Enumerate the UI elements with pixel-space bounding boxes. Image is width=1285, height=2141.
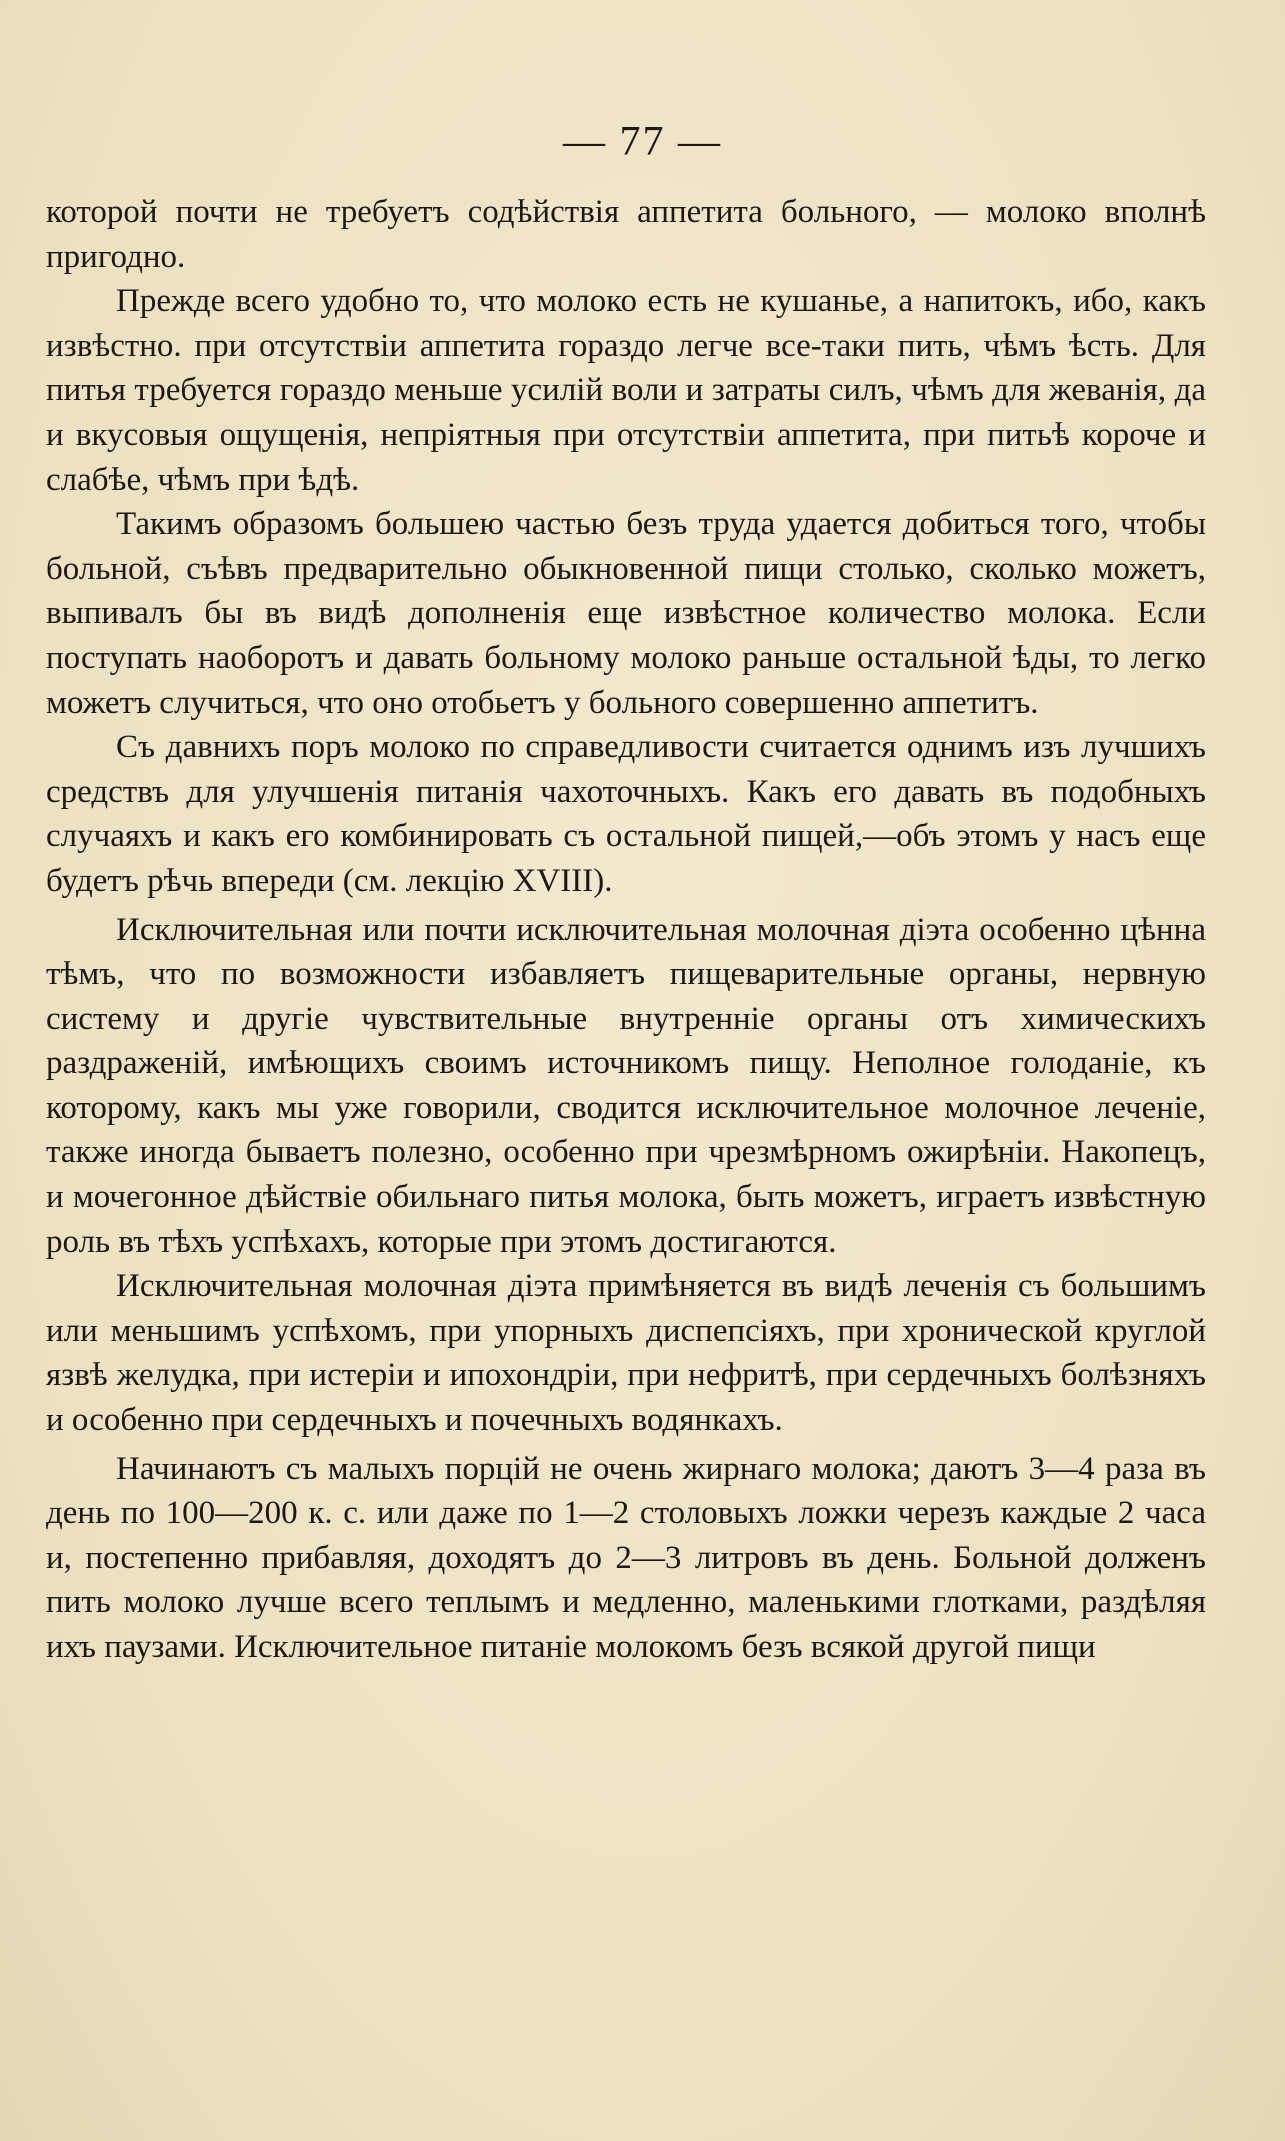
body-text	[46, 190, 1206, 1670]
paragraph-consumptives: Съ давнихъ поръ молоко по справедливости считается однимъ изъ лучшихъ средствъ для улучшенія питанія чахоточныхъ. Какъ его давать въ подобныхъ случаяхъ и какъ его комбинировать съ остальной пищей,—объ этомъ у насъ еще будетъ рѣчь впереди (см. лекцію XVIII).	[46, 729, 1206, 899]
paragraph-diet-indications: Исключительная молочная діэта примѣняется въ видѣ леченія съ большимъ или меньшимъ успѣхомъ, при упорныхъ диспепсіяхъ, при хронической круглой язвѣ желудка, при истеріи и ипохондріи, при нефритѣ, при сердечныхъ болѣзняхъ и особенно при сердечныхъ и почечныхъ водянкахъ.	[46, 1268, 1206, 1439]
paragraph-milk-after-meal: Такимъ образомъ большею частью безъ труда удается добиться того, чтобы больной, съѣвъ предварительно обыкновенной пищи столько, сколько можетъ, выпивалъ бы въ видѣ дополненія еще извѣстное количество молока. Если поступать наоборотъ и давать больному молоко раньше остальной ѣды, то легко можетъ случиться, что оно отобьетъ у больного совершенно аппетитъ.	[46, 506, 1206, 721]
paragraph-continuation: которой почти не требуетъ содѣйствія аппетита больного, — молоко вполнѣ пригодно.	[46, 194, 1206, 275]
paragraph-dosage: Начинаютъ съ малыхъ порцій не очень жирнаго молока; даютъ 3—4 раза въ день по 100—200 к. с. или даже по 1—2 столовыхъ ложки черезъ каждые 2 часа и, постепенно прибавляя, доходятъ до 2—3 литровъ въ день. Больной долженъ пить молоко лучше всего теплымъ и медленно, маленькими глотками, раздѣляя ихъ паузами. Исключительное питаніе молокомъ безъ всякой другой пищи	[46, 1450, 1206, 1665]
page-number: — 77 —	[563, 119, 722, 165]
paragraph-milk-as-drink: Прежде всего удобно то, что молоко есть не кушанье, а напитокъ, ибо, какъ извѣстно. при отсутствіи аппетита гораздо легче все-таки пить, чѣмъ ѣсть. Для питья требуется гораздо меньше усилій воли и затраты силъ, чѣмъ для жеванія, да и вкусовыя ощущенія, непріятныя при отсутствіи аппетита, при питьѣ короче и слабѣе, чѣмъ при ѣдѣ.	[46, 283, 1206, 498]
paragraph-exclusive-diet: Исключительная или почти исключительная молочная діэта особенно цѣнна тѣмъ, что по возможности избавляетъ пищеварительные органы, нервную систему и другіе чувствительные внутренніе органы отъ химическихъ раздраженій, имѣющихъ своимъ источникомъ пищу. Неполное голоданіе, къ которому, какъ мы уже говорили, сводится исключительное молочное леченіе, также иногда бываетъ полезно, особенно при чрезмѣрномъ ожирѣніи. Накопецъ, и мочегонное дѣйствіе обильнаго питья молока, быть можетъ, играетъ извѣстную роль въ тѣхъ успѣхахъ, которые при этомъ достигаются.	[46, 911, 1206, 1260]
